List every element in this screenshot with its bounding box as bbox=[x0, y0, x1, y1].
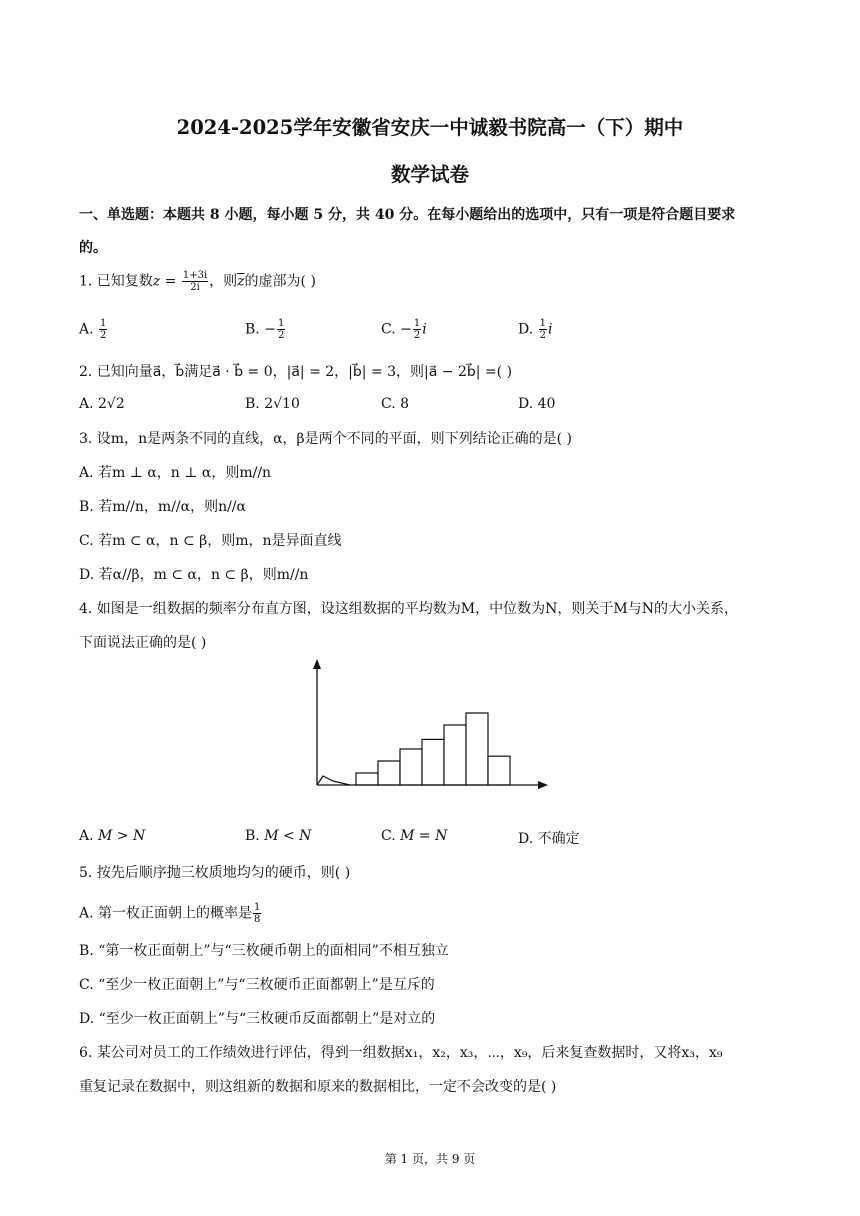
q1-conj-z: $\overline{z}$ bbox=[237, 273, 245, 290]
q1-b-label: B. bbox=[245, 321, 260, 338]
question-4-stem-line1: 4. 如图是一组数据的频率分布直方图，设这组数据的平均数为M，中位数为N，则关于M与N的大小关系， bbox=[79, 601, 738, 617]
q4-c-text: M = N bbox=[400, 828, 448, 844]
histogram-bar-4 bbox=[422, 739, 444, 785]
q1-frac-den: 2i bbox=[190, 282, 200, 293]
q4-b-text: M < N bbox=[264, 828, 312, 844]
q5-option-c[interactable]: C. “至少一枚正面朝上”与“三枚硬币正面都朝上”是互斥的 bbox=[79, 977, 435, 993]
q2-d-label: D. bbox=[518, 396, 534, 412]
q2-option-b[interactable] bbox=[245, 396, 300, 412]
q1-c-sign: − bbox=[400, 321, 412, 338]
question-3-stem: 3. 设m，n是两条不同的直线，α，β是两个不同的平面，则下列结论正确的是( ) bbox=[79, 431, 573, 447]
q1-b-frac bbox=[277, 318, 285, 341]
q5-option-d[interactable]: D. “至少一枚正面朝上”与“三枚硬币反面都朝上”是对立的 bbox=[79, 1011, 436, 1027]
exam-title: 2024-2025学年安徽省安庆一中诚毅书院高一（下）期中 bbox=[176, 116, 684, 139]
question-6-stem-line1: 6. 某公司对员工的工作绩效进行评估，得到一组数据x₁，x₂，x₃，⋯，x₉，后来复查数据时，又将x₃，x₉ bbox=[79, 1045, 723, 1061]
q1-a-label: A. bbox=[79, 321, 94, 338]
exam-subtitle: 数学试卷 bbox=[390, 163, 469, 186]
histogram-bar-5 bbox=[444, 725, 466, 785]
q1-b-den: 2 bbox=[277, 330, 285, 341]
q3-option-b[interactable]: B. 若m//n，m//α，则n//α bbox=[79, 499, 246, 515]
q5-a-text: A. 第一枚正面朝上的概率是 bbox=[79, 905, 253, 922]
q1-fraction bbox=[182, 270, 208, 293]
histogram-bar-3 bbox=[400, 749, 422, 785]
q1-c-label: C. bbox=[381, 321, 396, 338]
q1-prefix: 1. 已知复数 bbox=[79, 273, 153, 290]
q3-option-d[interactable]: D. 若α//β，m ⊂ α，n ⊂ β，则m//n bbox=[79, 567, 309, 583]
histogram-bar-1 bbox=[356, 773, 378, 785]
q1-var-z: z bbox=[152, 273, 161, 290]
q1-eq: = bbox=[160, 273, 181, 290]
q1-c-num: 1 bbox=[413, 318, 421, 329]
q3-option-a[interactable]: A. 若m ⊥ α，n ⊥ α，则m//n bbox=[79, 465, 272, 481]
q3-option-c[interactable]: C. 若m ⊂ α，n ⊂ β，则m，n是异面直线 bbox=[79, 533, 342, 549]
q1-a-num: 1 bbox=[100, 318, 107, 329]
q2-option-d[interactable] bbox=[518, 396, 555, 412]
q1-d-frac bbox=[539, 318, 547, 341]
q1-b-sign: − bbox=[264, 321, 276, 338]
section-heading-line1: 一、单选题：本题共 8 小题，每小题 5 分，共 40 分。在每小题给出的选项中，只有一项是符合题目要求 bbox=[79, 207, 736, 223]
frequency-histogram bbox=[300, 655, 560, 800]
q2-option-a[interactable] bbox=[79, 396, 125, 412]
histogram-bar-2 bbox=[378, 761, 400, 785]
x-axis-arrow bbox=[538, 781, 548, 789]
q5-a-frac bbox=[253, 902, 261, 925]
q1-option-a[interactable] bbox=[79, 318, 108, 341]
q1-option-b[interactable] bbox=[245, 318, 286, 341]
q4-a-label: A. bbox=[79, 828, 94, 844]
q4-option-b[interactable] bbox=[245, 828, 311, 844]
q1-a-frac bbox=[99, 318, 107, 341]
q2-b-label: B. bbox=[245, 396, 260, 412]
q1-c-frac bbox=[413, 318, 421, 341]
q1-option-c[interactable] bbox=[381, 318, 427, 341]
q1-b-num: 1 bbox=[277, 318, 285, 329]
q1-mid: ，则 bbox=[209, 273, 238, 290]
q5-option-b[interactable]: B. “第一枚正面朝上”与“三枚硬币朝上的面相同”不相互独立 bbox=[79, 943, 449, 959]
q1-d-num: 1 bbox=[539, 318, 547, 329]
q5-a-num: 1 bbox=[254, 902, 261, 913]
q4-a-text: M > N bbox=[98, 828, 146, 844]
question-6-stem-line2: 重复记录在数据中，则这组新的数据和原来的数据相比，一定不会改变的是( ) bbox=[79, 1079, 557, 1095]
q1-d-label: D. bbox=[518, 321, 534, 338]
q4-option-d[interactable] bbox=[518, 828, 580, 848]
q5-option-a[interactable] bbox=[79, 902, 262, 925]
question-5-stem: 5. 按先后顺序抛三枚质地均匀的硬币，则( ) bbox=[79, 865, 351, 881]
q1-c-den: 2 bbox=[413, 330, 421, 341]
q1-suffix: 的虚部为( ) bbox=[244, 273, 316, 290]
q4-c-label: C. bbox=[381, 828, 396, 844]
q2-a-label: A. bbox=[79, 396, 94, 412]
q2-option-c[interactable] bbox=[381, 396, 409, 412]
q1-d-den: 2 bbox=[539, 330, 547, 341]
y-axis-arrow bbox=[313, 659, 321, 669]
axis-break bbox=[317, 776, 350, 785]
question-4-stem-line2: 下面说法正确的是( ) bbox=[79, 635, 207, 651]
q4-option-c[interactable] bbox=[381, 828, 447, 844]
q5-a-den: 8 bbox=[254, 914, 261, 925]
q2-c-label: C. bbox=[381, 396, 396, 412]
q4-d-label: D. bbox=[518, 831, 534, 847]
q1-d-unit: i bbox=[548, 321, 553, 338]
q4-option-a[interactable] bbox=[79, 828, 145, 844]
q1-option-d[interactable] bbox=[518, 318, 553, 341]
q2-b-text: 2√10 bbox=[264, 396, 300, 412]
histogram-bar-7 bbox=[488, 756, 510, 785]
q4-b-label: B. bbox=[245, 828, 260, 844]
section-heading-line2: 的。 bbox=[79, 240, 107, 256]
question-1-stem bbox=[79, 270, 316, 293]
q2-c-text: 8 bbox=[400, 396, 410, 412]
histogram-bar-6 bbox=[466, 713, 488, 785]
q1-a-den: 2 bbox=[100, 330, 107, 341]
q1-frac-num: 1+3i bbox=[182, 270, 208, 281]
q4-d-text: 不确定 bbox=[537, 831, 580, 847]
page-footer: 第 1 页，共 9 页 bbox=[384, 1152, 476, 1166]
q2-d-text: 40 bbox=[537, 396, 556, 412]
q2-a-text: 2√2 bbox=[98, 396, 125, 412]
q1-c-unit: i bbox=[422, 321, 427, 338]
question-2-stem: 2. 已知向量a⃗，b⃗满足a⃗ · b⃗ = 0，|a⃗| = 2，|b⃗| = 3，则|a⃗ − 2b⃗| =( ) bbox=[79, 364, 513, 380]
